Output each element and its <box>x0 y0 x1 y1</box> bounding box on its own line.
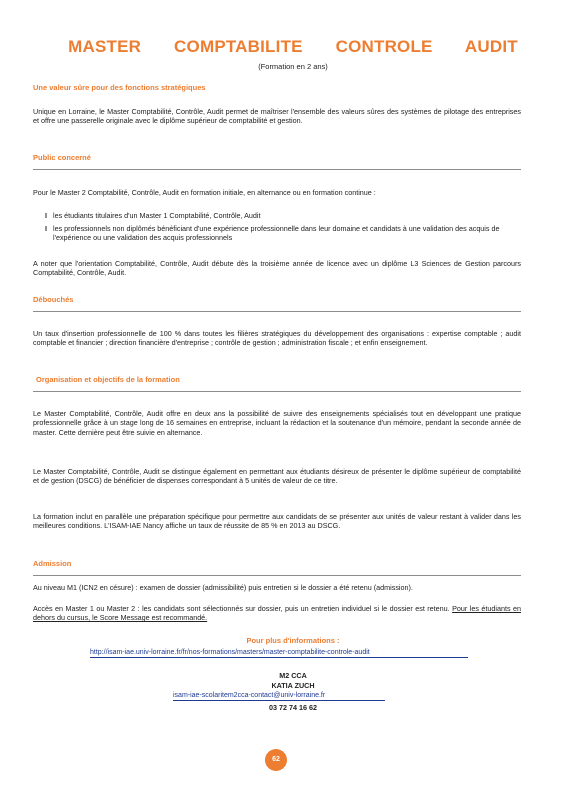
section-heading-admission: Admission <box>33 559 72 568</box>
section-divider <box>33 391 521 392</box>
bullet-marker: I <box>45 224 47 233</box>
contact-name: KATIA ZUCH <box>271 681 315 690</box>
info-heading: Pour plus d'informations : <box>246 636 340 645</box>
public-bullet-2 <box>45 224 515 243</box>
admission-recommendation: Pour les étudiants en dehors du cursus, le Score Message est recommandé. <box>33 604 521 623</box>
admission-paragraph-1: Au niveau M1 (ICN2 en césure) : examen de dossier (admissibilité) puis entretien si le dossier a été retenu (admission). <box>33 583 413 592</box>
section-heading-public: Public concerné <box>33 153 91 162</box>
contact-email-link[interactable]: isam-iae-scolaritem2cca-contact@univ-lorraine.fr <box>173 691 385 701</box>
bullet-marker: I <box>45 211 47 220</box>
organisation-paragraph-1: Le Master Comptabilité, Contrôle, Audit offre en deux ans la possibilité de suivre des enseignements spécialisés tout en développant une pratique professionnelle grâce à un stage long de 16 semaines en entreprise, incluant la rédaction et la soutenance d'un mémoire, pendant la seconde année de master. Cette dernière peut être suivie en alternance. <box>33 409 521 437</box>
admission-text: Accès en Master 1 ou Master 2 : les candidats sont sélectionnés sur dossier, puis un entretien individuel si le dossier est retenu. <box>33 604 450 613</box>
bullet-text: les étudiants titulaires d'un Master 1 Comptabilité, Contrôle, Audit <box>53 211 261 220</box>
contact-program: M2 CCA <box>279 671 307 680</box>
section-text-debouches: Un taux d'insertion professionnelle de 100 % dans toutes les filières stratégiques du développement des organisations : expertise comptable ; audit comptable et financier ; direction financière d'entreprise ; contrôle de gestion ; administration fiscale ; et enfin enseignement. <box>33 329 521 348</box>
admission-paragraph-2 <box>33 604 521 623</box>
public-intro: Pour le Master 2 Comptabilité, Contrôle, Audit en formation initiale, en alternance ou en formation continue : <box>33 188 376 197</box>
section-heading-valeur: Une valeur sûre pour des fonctions stratégiques <box>33 83 206 92</box>
page-subtitle: (Formation en 2 ans) <box>258 62 328 71</box>
public-note: A noter que l'orientation Comptabilité, Contrôle, Audit débute dès la troisième année de licence avec un diplôme L3 Sciences de Gestion parcours Comptabilité, Contrôle, Audit. <box>33 259 521 278</box>
section-divider <box>33 575 521 576</box>
organisation-paragraph-2: Le Master Comptabilité, Contrôle, Audit se distingue également en permettant aux étudiants désireux de présenter le diplôme supérieur de comptabilité et de gestion (DSCG) de bénéficier de dispenses correspondant à 5 unités de valeur de ce titre. <box>33 467 521 486</box>
section-divider <box>33 311 521 312</box>
bullet-text: les professionnels non diplômés bénéficiant d'une expérience professionnelle dans leur domaine et candidats à une validation des acquis de l'expérience ou une validation des acquis professionnels <box>53 224 500 243</box>
page-number-badge: 62 <box>265 749 287 771</box>
section-heading-organisation: Organisation et objectifs de la formation <box>36 375 180 384</box>
section-text-valeur: Unique en Lorraine, le Master Comptabilité, Contrôle, Audit permet de maîtriser l'ensemble des valeurs sûres des systèmes de pilotage des entreprises et offre une passerelle originale avec le diplôme supérieur de comptabilité et gestion. <box>33 107 521 126</box>
program-url-link[interactable]: http://isam-iae.univ-lorraine.fr/fr/nos-formations/masters/master-comptabilite-controle-audit <box>90 648 468 658</box>
section-heading-debouches: Débouchés <box>33 295 74 304</box>
contact-phone: 03 72 74 16 62 <box>269 703 317 712</box>
public-bullet-1 <box>45 211 515 220</box>
section-divider <box>33 169 521 170</box>
organisation-paragraph-3: La formation inclut en parallèle une préparation spécifique pour permettre aux candidats de se présenter aux unités de valeur restant à valider dans les meilleures conditions. L'ISAM-IAE Nancy affiche un taux de réussite de 85 % en 2013 au DSCG. <box>33 512 521 531</box>
page-title: MASTER COMPTABILITE CONTROLE AUDIT <box>68 37 518 56</box>
